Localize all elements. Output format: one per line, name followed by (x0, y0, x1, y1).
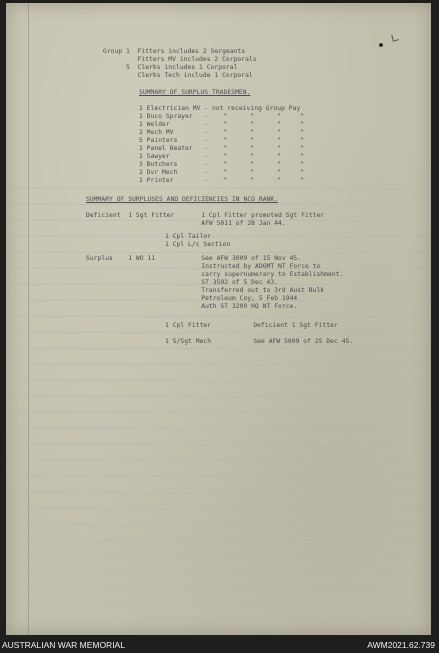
deficient-line: Deficient 1 Sgt Fitter 1 Cpl Fitter promoted Sgt Fitter (86, 212, 325, 219)
group-line: Fitters MV includes 2 Corporals (103, 56, 257, 63)
ruled-line (6, 188, 431, 189)
tradesmen-row: 1 Sawyer - " " " " (139, 153, 305, 160)
document-page (6, 3, 431, 635)
tradesmen-row: 1 Electrician MV - not receiving Group Pay (139, 105, 301, 112)
deficiencies-heading: SUMMARY OF SURPLUSES AND DEFICIENCIES IN NCO RANK. (86, 196, 279, 203)
ruled-line (6, 348, 431, 349)
ruled-line (6, 604, 431, 605)
surplus-line: Surplus 1 WO 11 See AFW 3009 of 15 Nov 45. (86, 255, 302, 262)
ruled-line (6, 588, 431, 589)
tradesmen-heading: SUMMARY OF SURPLUS TRADESMEN. (139, 89, 251, 96)
ruled-line (6, 444, 431, 445)
group-line: Group 1 Fitters includes 2 Sergeants (103, 48, 246, 55)
ruled-line (6, 412, 431, 413)
group-line: Clerks Tech include 1 Corporal (103, 72, 253, 79)
deficient-extra: 1 Cpl Tailor (165, 233, 212, 240)
deficient-line: AFW 5011 of 28 Jan 44. (86, 220, 286, 227)
ruled-line (6, 556, 431, 557)
surplus-line: ST 3592 of 5 Dec 43. (86, 279, 279, 286)
surplus-line: Auth ST 3209 HQ NT Force. (86, 303, 298, 310)
ruled-line (6, 524, 431, 525)
ruled-line (6, 332, 431, 333)
tradesmen-row: 5 Painters - " " " " (139, 137, 305, 144)
tradesmen-row: 1 Printer - " " " " (139, 177, 305, 184)
ruled-line (6, 428, 431, 429)
tradesmen-row: 3 Butchers - " " " " (139, 161, 305, 168)
tradesmen-row: 2 Mech MV - " " " " (139, 129, 305, 136)
group-line: 5 Clerks includes 1 Corporal (103, 64, 238, 71)
surplus-line: Petroleum Coy, 5 Feb 1944 (86, 295, 298, 302)
ruled-line (6, 476, 431, 477)
ink-dot (378, 42, 383, 47)
surplus-line: Instructed by ADGMT NT Force to (86, 263, 321, 270)
tradesmen-row: 1 Welder - " " " " (139, 121, 305, 128)
ruled-line (6, 396, 431, 397)
tradesmen-row: 2 Dvr Mech - " " " " (139, 169, 305, 176)
surplus-extra: 1 Cpl Fitter Deficient 1 Sgt Fitter (165, 322, 338, 329)
ruled-line (6, 492, 431, 493)
ruled-line (6, 508, 431, 509)
pencil-mark (391, 33, 399, 41)
ruled-line (6, 572, 431, 573)
reference-number: AWM2021.62.739 (367, 640, 435, 650)
tradesmen-row: 1 Panel Beater - " " " " (139, 145, 305, 152)
surplus-line: Transferred out to 3rd Aust Bulk (86, 287, 325, 294)
ruled-line (6, 380, 431, 381)
ruled-line (6, 460, 431, 461)
ruled-line (6, 364, 431, 365)
ruled-line (6, 252, 431, 253)
surplus-extra: 1 S/Sgt Mech See AFW 5009 of 25 Dec 45. (165, 338, 354, 345)
ruled-line (6, 316, 431, 317)
ruled-line (6, 236, 431, 237)
surplus-line: carry supernumerary to Establishment. (86, 271, 344, 278)
tradesmen-row: 1 Duco Sprayer - " " " " (139, 113, 305, 120)
ruled-line (6, 540, 431, 541)
deficient-extra: 1 Cpl L/c Section (165, 241, 231, 248)
credit-label: AUSTRALIAN WAR MEMORIAL (2, 640, 125, 650)
